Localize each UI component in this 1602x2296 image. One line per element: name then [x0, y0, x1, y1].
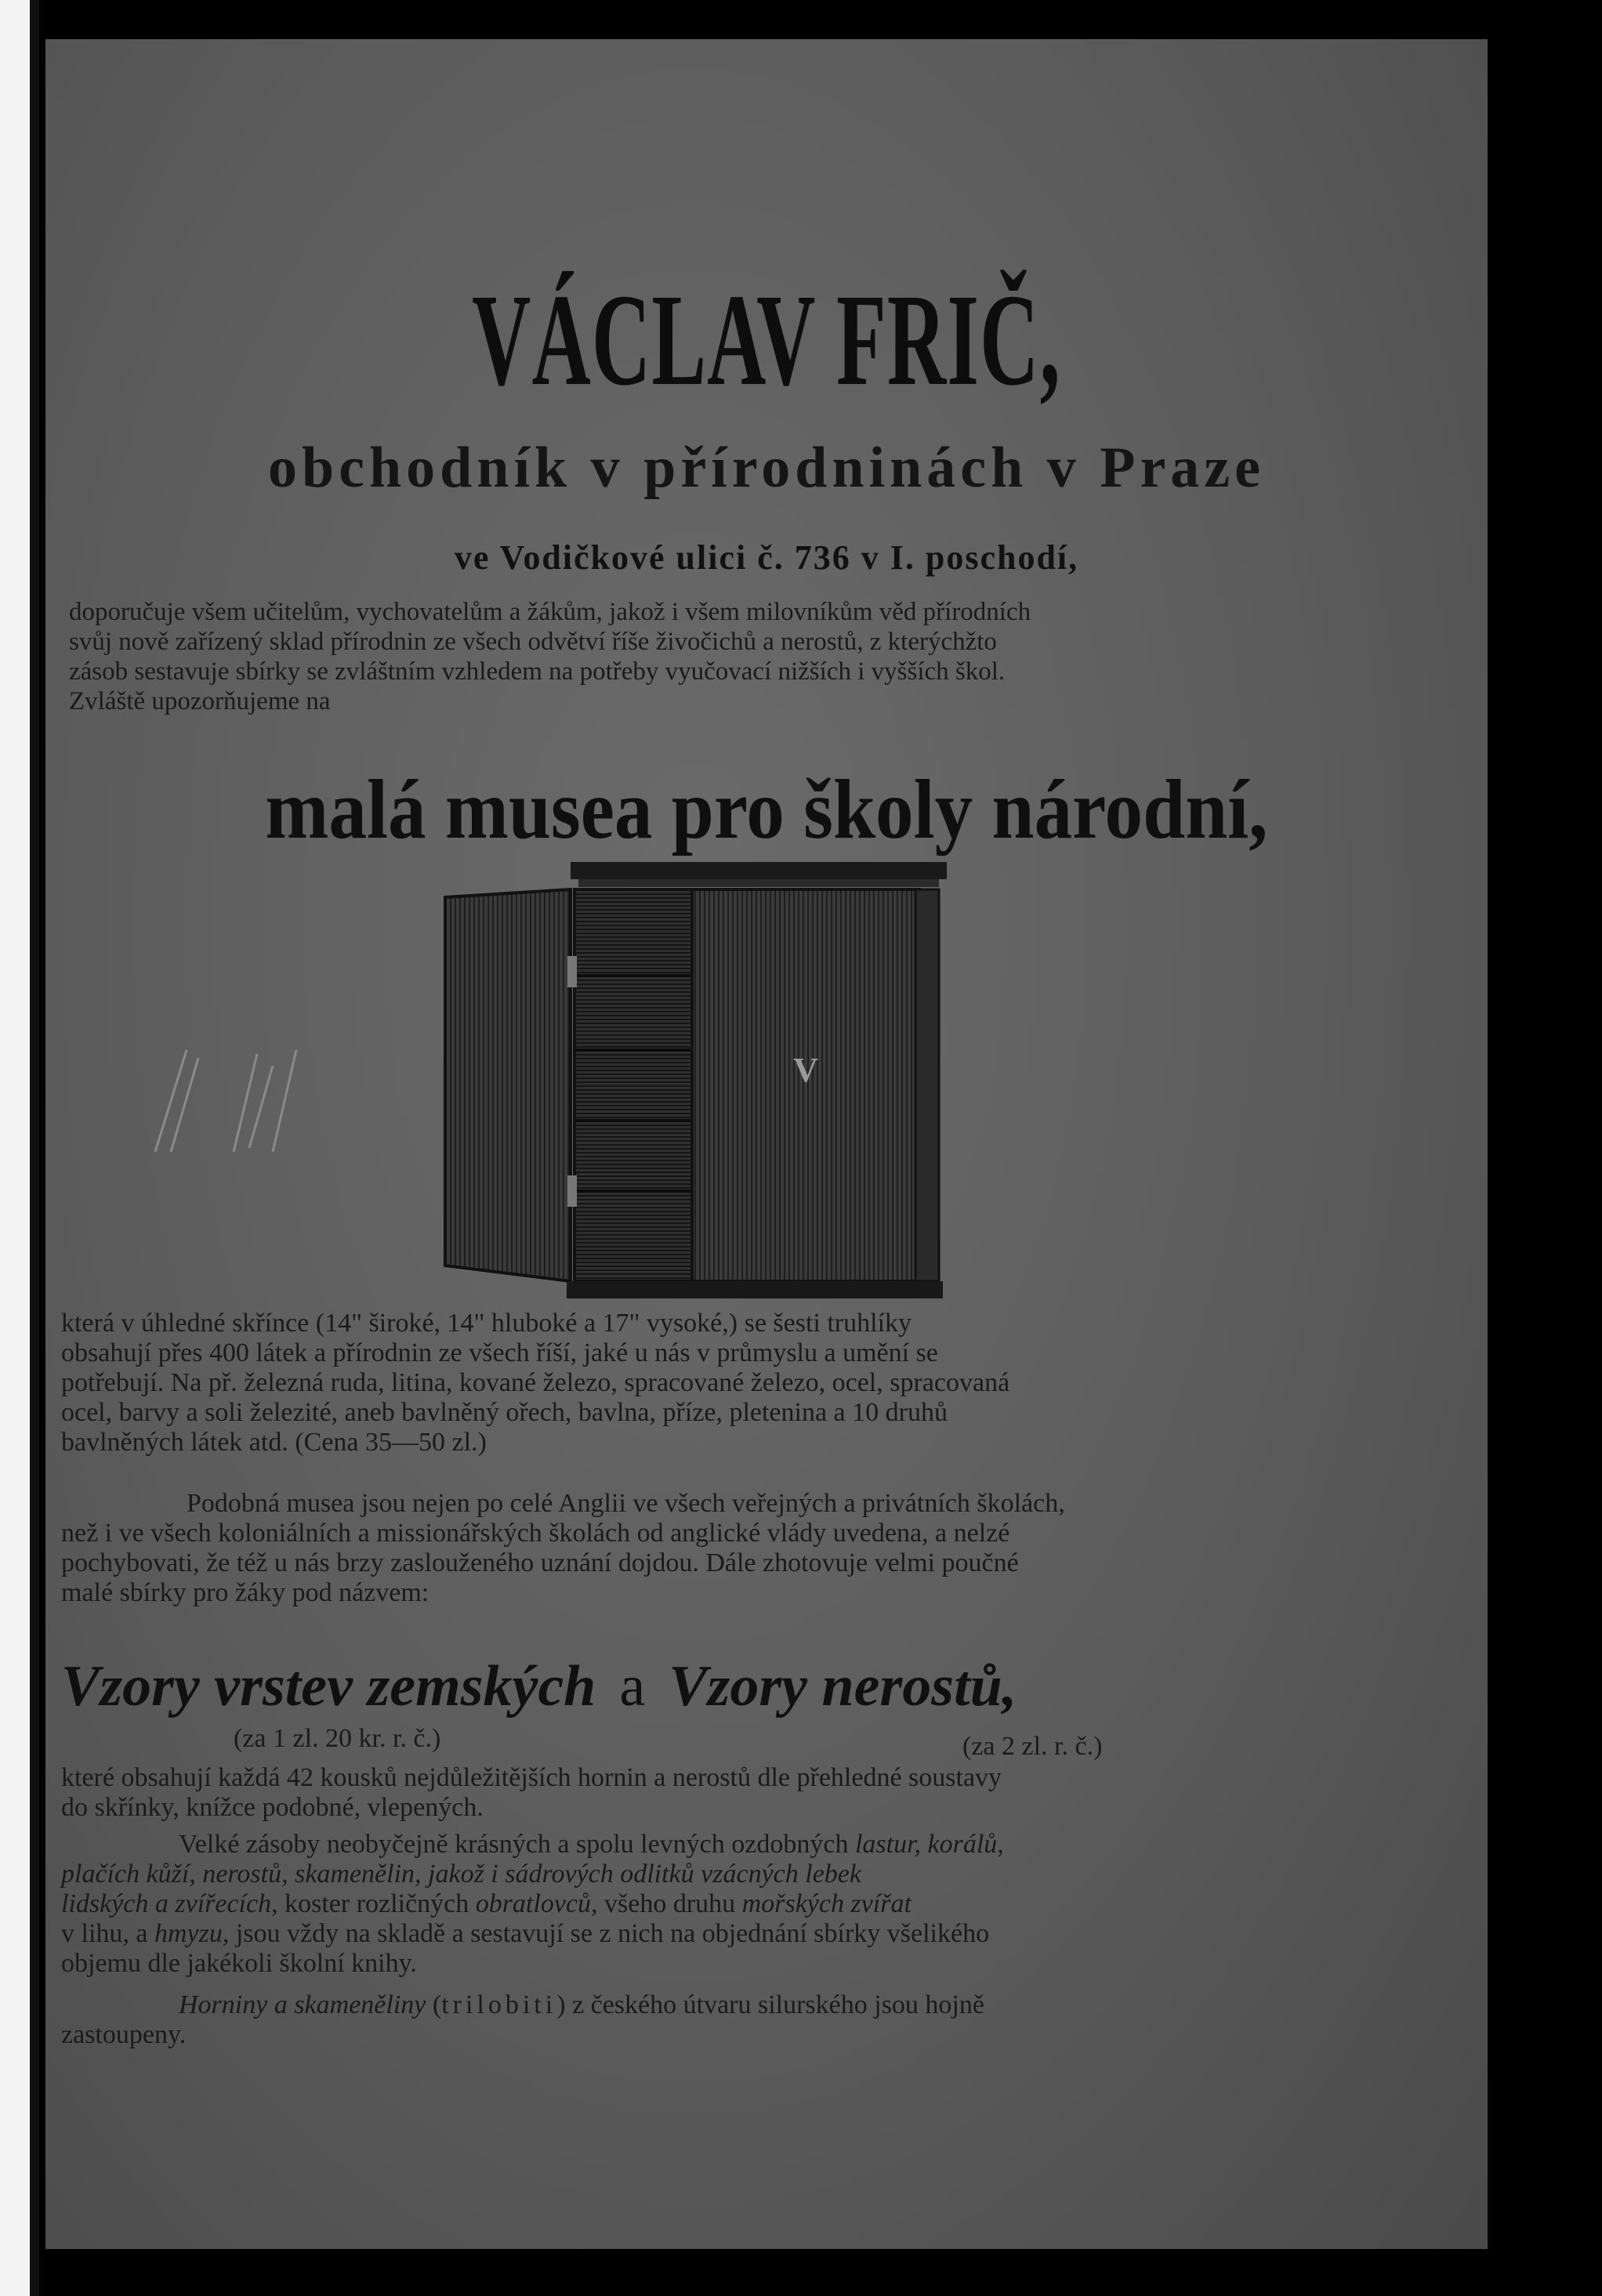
body-line: ocel, barvy a soli železité, aneb bavlněný ořech, bavlna, příze, pletenina a 10 druhů	[61, 1398, 948, 1427]
scan-edge-strip	[0, 0, 30, 2296]
pencil-scribble	[140, 1034, 343, 1160]
body-text-italic: hmyzu,	[154, 1919, 230, 1948]
body-line	[61, 1830, 1354, 1860]
body-line: Podobná musea jsou nejen po celé Anglii ve všech veřejných a privátních školách,	[187, 1489, 1065, 1518]
body-text: (	[426, 1990, 442, 2019]
collections-heading	[61, 1654, 1354, 1718]
body-line: které obsahují každá 42 kousků nejdůležitějších hornin a nerostů dle přehledné soustavy	[61, 1763, 1002, 1792]
body-line: pochybovati, že též u nás brzy zaslouženého uznání dojdou. Dále zhotovuje velmi poučné	[61, 1548, 1019, 1577]
advertisement-page	[45, 39, 1488, 2249]
body-text-italic: lastur, korálů,	[854, 1830, 1004, 1859]
trilobite-paragraph	[61, 1990, 1354, 2050]
body-line: bavlněných látek atd. (Cena 35—50 zl.)	[61, 1428, 487, 1457]
cabinet-description	[61, 1309, 1354, 1458]
intro-line: doporučuje všem učitelům, vychovatelům a žákům, jakož i všem milovníkům věd přírodních	[69, 598, 1031, 626]
body-text: Velké zásoby neobyčejně krásných a spolu levných ozdobných	[179, 1830, 855, 1859]
collection-strata-title: Vzory vrstev zemských	[61, 1654, 596, 1718]
body-line: která v úhledné skřínce (14" široké, 14" hluboké a 17" vysoké,) se šesti truhlíky	[61, 1309, 912, 1338]
body-line: do skřínky, knížce podobné, vlepených.	[61, 1793, 484, 1822]
body-text-italic: lidských a zvířecích,	[61, 1889, 278, 1918]
body-text-spaced: trilobiti	[441, 1990, 557, 2019]
body-line: zastoupeny.	[61, 2020, 187, 2049]
stock-paragraph	[61, 1830, 1354, 1979]
minerals-price: (za 2 zl. r. č.)	[962, 1732, 1103, 1761]
intro-line: svůj nově zařízený sklad přírodnin ze všech odvětví říše živočichů a nerostů, z kterýchžto	[69, 628, 997, 656]
page-subtitle: obchodník v přírodninách v Praze	[267, 436, 1265, 500]
body-line	[61, 1919, 1354, 1949]
body-text-italic: obratlovců,	[475, 1889, 598, 1918]
section-heading: malá musea pro školy národní,	[265, 763, 1268, 856]
cabinet-letter: V	[793, 1051, 818, 1089]
collections-description	[61, 1763, 1354, 1823]
cabinet-illustration	[398, 846, 1009, 1309]
strata-price: (za 1 zl. 20 kr. r. č.)	[234, 1724, 441, 1753]
body-line	[61, 1860, 1354, 1889]
body-text: koster rozličných	[277, 1889, 476, 1918]
body-line	[61, 1990, 1354, 2020]
body-line: obsahují přes 400 látek a přírodnin ze všech říší, jaké u nás v průmyslu a umění se	[61, 1338, 938, 1367]
body-text-italic: plačích kůží, nerostů, skamenělin, jakož i sádrových odlitků vzácných lebek	[61, 1860, 861, 1889]
body-line	[61, 1889, 1354, 1919]
body-line: potřebují. Na př. železná ruda, litina, kované železo, spracované železo, ocel, spracovaná	[61, 1368, 1010, 1397]
body-line: než i ve všech koloniálních a missionářských školách od anglické vlády uvedena, a nelzé	[61, 1519, 1010, 1548]
body-line: objemu dle jakékoli školní knihy.	[61, 1949, 417, 1978]
intro-line: zásob sestavuje sbírky se zvláštním vzhledem na potřeby vyučovací nižších i vyšších škol.	[69, 657, 1006, 686]
intro-line: Zvláště upozorňujeme na	[69, 687, 331, 715]
body-line: malé sbírky pro žáky pod názvem:	[61, 1578, 429, 1607]
musea-paragraph	[61, 1489, 1354, 1608]
scan-edge-shadow	[30, 0, 39, 2296]
collection-minerals-title: Vzory nerostů,	[669, 1654, 1017, 1718]
body-text-italic: Horniny a skameněliny	[179, 1990, 426, 2019]
body-text: všeho druhu	[597, 1889, 742, 1918]
body-text: ) z českého útvaru silurského jsou hojně	[556, 1990, 984, 2019]
address-line: ve Vodičkové ulici č. 736 v I. poschodí,	[454, 538, 1079, 577]
page-title: VÁCLAV FRIČ,	[472, 267, 1061, 413]
collection-conjunction: a	[619, 1654, 646, 1718]
body-text: v lihu, a	[61, 1919, 154, 1948]
body-text-italic: mořských zvířat	[741, 1889, 912, 1918]
body-text: jsou vždy na skladě a sestavují se z nich na objednání sbírky všelikého	[229, 1919, 990, 1948]
intro-paragraph	[69, 597, 1354, 716]
